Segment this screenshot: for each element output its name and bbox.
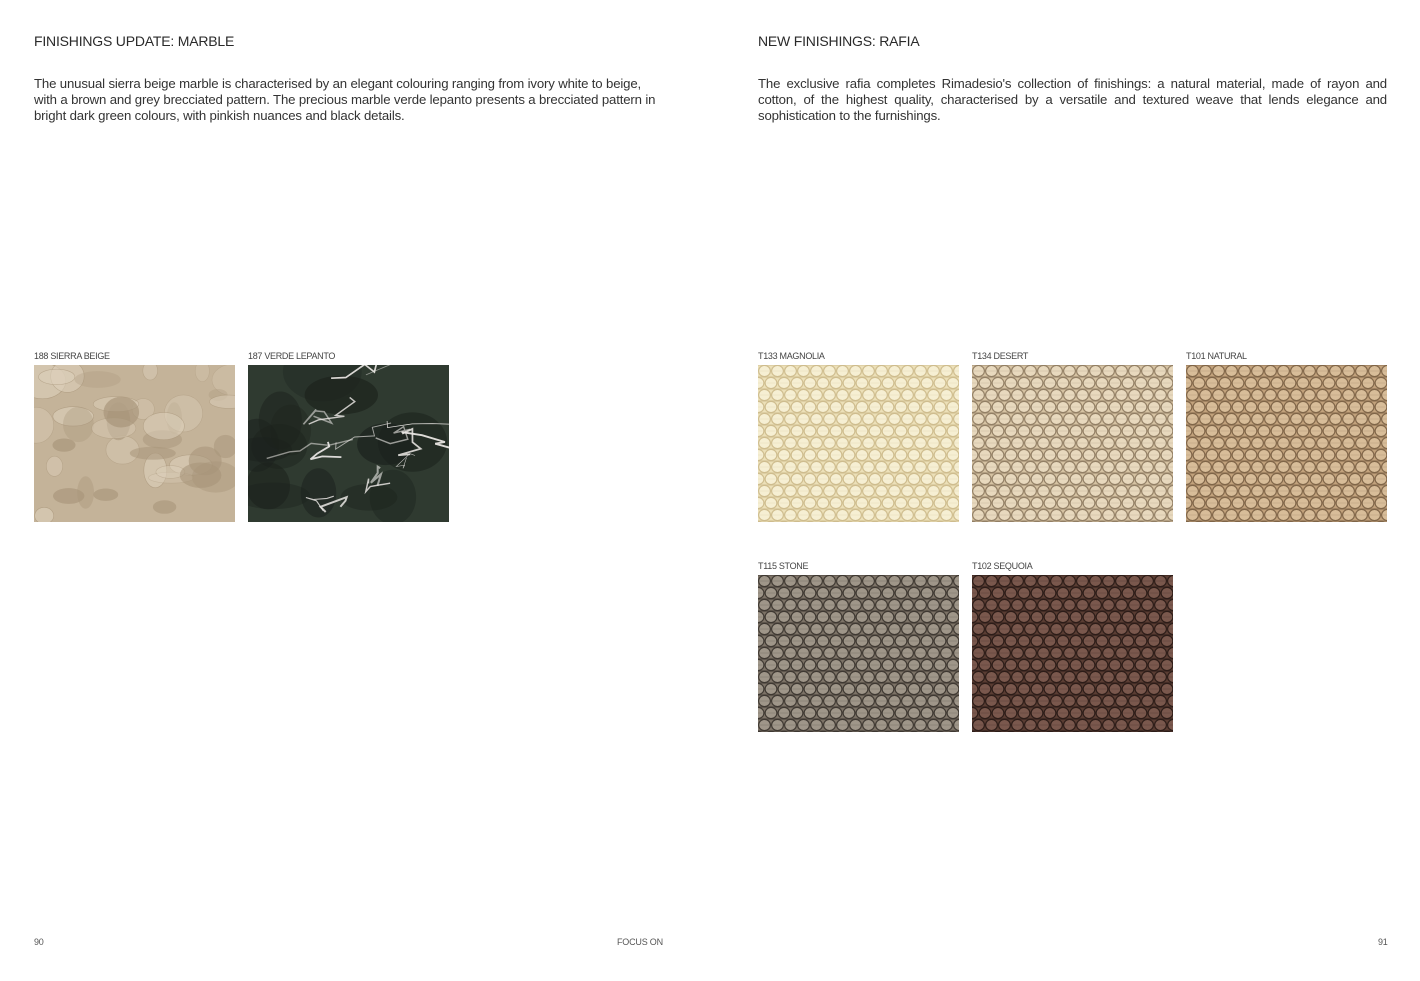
swatch-label: 188 SIERRA BEIGE	[34, 351, 110, 361]
swatch-label: T134 DESERT	[972, 351, 1029, 361]
rafia-intro-text: The exclusive rafia completes Rimadesio's collection of finishings: a natural material, made of rayon and cotton, of the highest quality, characterised by a versatile and textured weave that lends elegance and sophistication to the furnishings.	[758, 76, 1387, 123]
swatch-magnolia	[758, 351, 959, 522]
swatch-verde-lepanto	[248, 351, 449, 522]
section-title-rafia: NEW FINISHINGS: RAFIA	[758, 33, 920, 49]
swatch-stone	[758, 561, 959, 732]
magnolia-rafia-image	[758, 365, 959, 522]
page-number: 91	[1378, 937, 1388, 947]
swatch-sierra-beige	[34, 351, 235, 522]
desert-rafia-image	[972, 365, 1173, 522]
swatch-sequoia	[972, 561, 1173, 732]
swatch-label: T115 STONE	[758, 561, 809, 571]
page-number: 90	[34, 937, 44, 947]
swatch-label: T102 SEQUOIA	[972, 561, 1033, 571]
verde-lepanto-marble-image	[248, 365, 449, 522]
sequoia-rafia-image	[972, 575, 1173, 732]
swatch-desert	[972, 351, 1173, 522]
section-title-marble: FINISHINGS UPDATE: MARBLE	[34, 33, 235, 49]
sierra-beige-marble-image	[34, 365, 235, 522]
footer-label: FOCUS ON	[617, 937, 663, 947]
natural-rafia-image	[1186, 365, 1387, 522]
swatch-label: T101 NATURAL	[1186, 351, 1247, 361]
stone-rafia-image	[758, 575, 959, 732]
swatch-label: 187 VERDE LEPANTO	[248, 351, 336, 361]
marble-intro-text: The unusual sierra beige marble is characterised by an elegant colouring ranging from ivory white to beige, with a brown and grey brecciated pattern. The precious marble verde lepanto presents a brecciated pattern in bright dark green colours, with pinkish nuances and black details.	[34, 76, 656, 123]
swatch-natural	[1186, 351, 1387, 522]
right-page	[710, 0, 1420, 981]
swatch-label: T133 MAGNOLIA	[758, 351, 825, 361]
